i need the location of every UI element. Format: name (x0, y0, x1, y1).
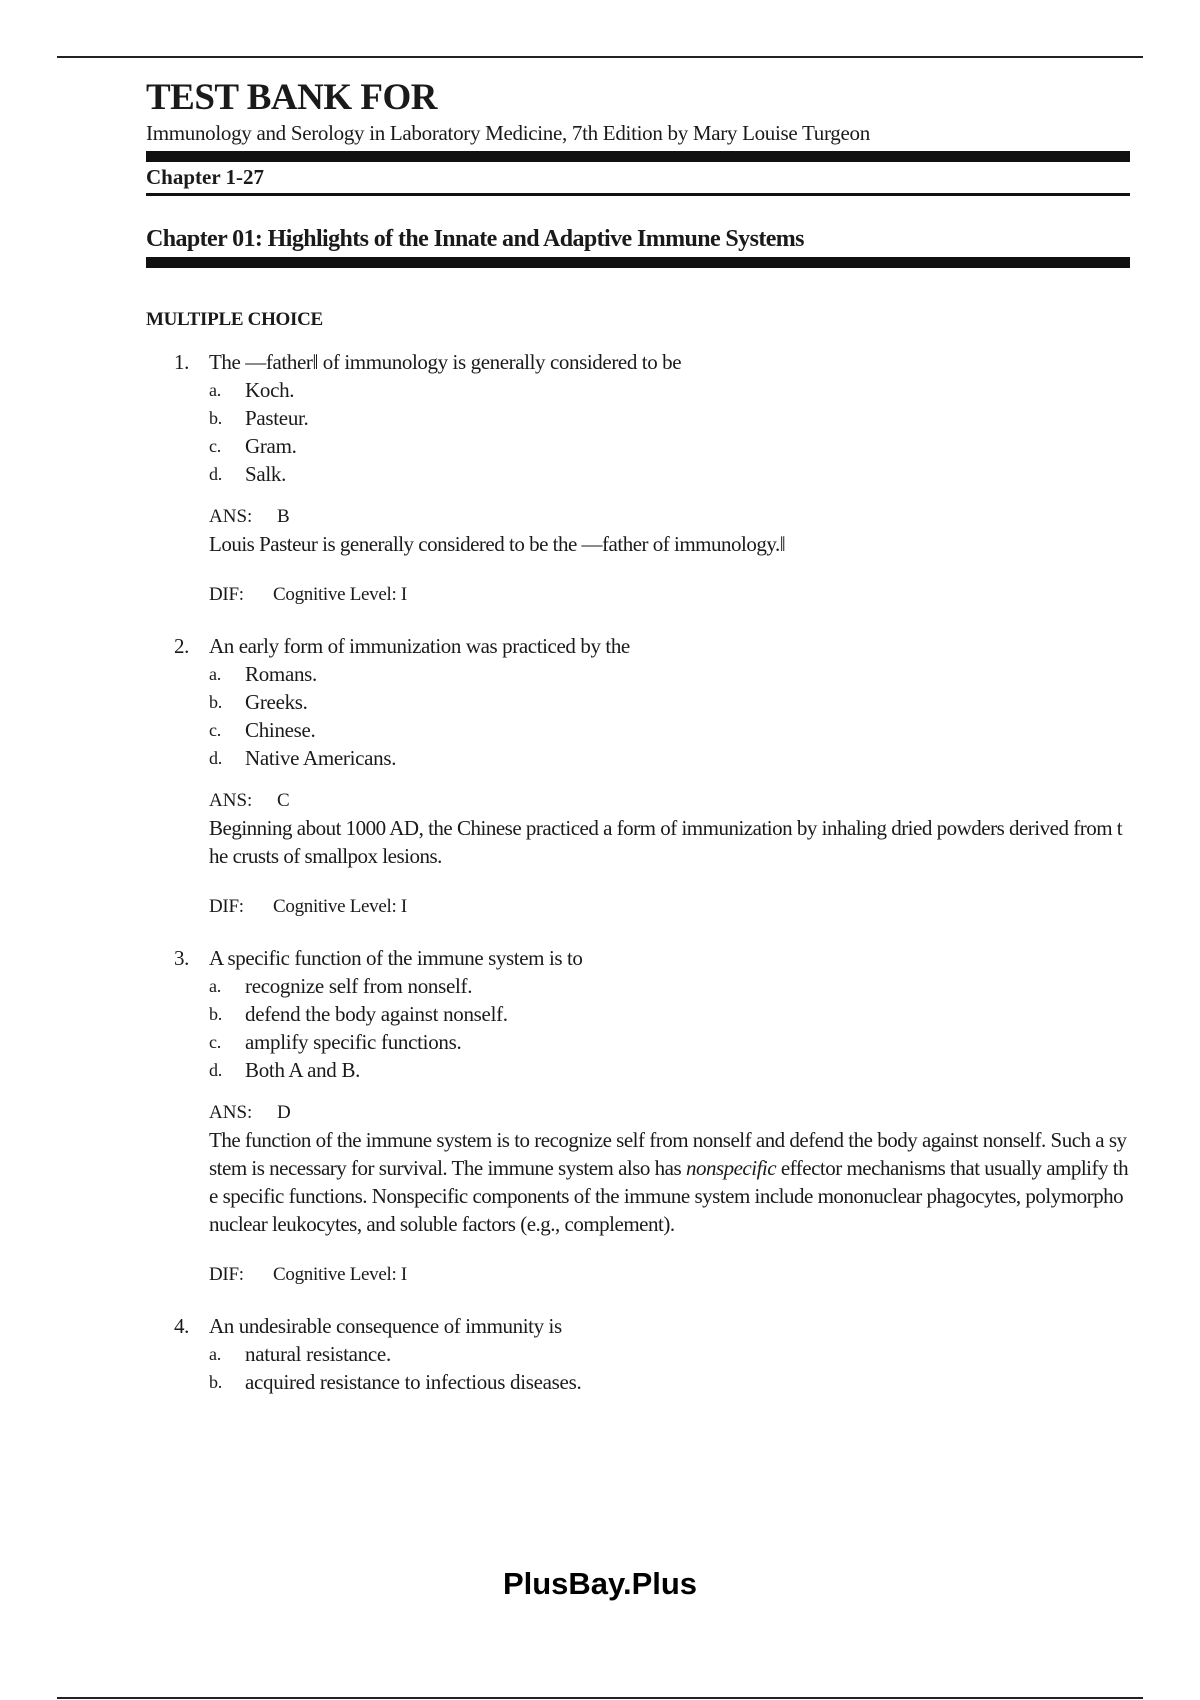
answer-rationale (209, 1126, 1129, 1238)
option-letter: c. (209, 1032, 221, 1052)
document-title: TEST BANK FOR (146, 77, 437, 118)
rationale-text-before: The function of the immune system is to recognize self from nonself and defend the body against nonself. Such a system is necessary for survival. The immune system also has (209, 1128, 1127, 1180)
option-a (209, 1340, 1130, 1368)
answer-options (146, 660, 1130, 772)
option-text: Both A and B. (245, 1058, 361, 1082)
question-number: 3. (174, 946, 189, 970)
section-heading: MULTIPLE CHOICE (146, 309, 323, 330)
answer-block (146, 788, 1130, 920)
difficulty-value: Cognitive Level: I (273, 896, 407, 917)
option-text: Native Americans. (245, 746, 397, 770)
option-text: recognize self from nonself. (245, 974, 473, 998)
option-text: Salk. (245, 462, 287, 486)
question-4 (146, 1312, 1130, 1396)
option-a (209, 972, 1130, 1000)
option-letter: b. (209, 1004, 222, 1024)
question-number: 1. (174, 350, 189, 374)
answer-options (146, 376, 1130, 488)
option-text: Pasteur. (245, 406, 309, 430)
question-stem (146, 944, 1130, 972)
answer-label: ANS: (209, 506, 253, 527)
option-text: Koch. (245, 378, 295, 402)
option-letter: d. (209, 464, 222, 484)
answer-line (209, 1100, 1130, 1126)
option-text: amplify specific functions. (245, 1030, 462, 1054)
chapter-thick-rule (146, 257, 1130, 268)
difficulty-label: DIF: (209, 896, 244, 917)
option-c (209, 432, 1130, 460)
answer-options (146, 1340, 1130, 1396)
option-a (209, 660, 1130, 688)
question-text: A specific function of the immune system is to (209, 946, 583, 970)
option-letter: b. (209, 1372, 222, 1392)
question-2 (146, 632, 1130, 920)
answer-line (209, 504, 1130, 530)
page-content (146, 76, 1130, 1396)
option-letter: b. (209, 408, 222, 428)
option-text: natural resistance. (245, 1342, 391, 1366)
option-d (209, 460, 1130, 488)
answer-value: B (277, 506, 290, 527)
answer-label: ANS: (209, 1102, 253, 1123)
difficulty-line (209, 1262, 1130, 1288)
answer-rationale: Louis Pasteur is generally considered to be the —father of immunology.‖ (209, 532, 786, 556)
difficulty-line (209, 894, 1130, 920)
answer-line (209, 788, 1130, 814)
difficulty-label: DIF: (209, 1264, 244, 1285)
answer-value: C (277, 790, 290, 811)
option-text: acquired resistance to infectious diseases. (245, 1370, 582, 1394)
option-text: Gram. (245, 434, 297, 458)
option-a (209, 376, 1130, 404)
top-page-rule (57, 56, 1143, 58)
question-1 (146, 348, 1130, 608)
option-d (209, 1056, 1130, 1084)
question-3 (146, 944, 1130, 1288)
bottom-page-rule (57, 1697, 1143, 1699)
option-c (209, 716, 1130, 744)
question-stem (146, 1312, 1130, 1340)
chapter-title: Chapter 01: Highlights of the Innate and Adaptive Immune Systems (146, 226, 804, 252)
option-letter: c. (209, 720, 221, 740)
question-list (146, 348, 1130, 1396)
option-letter: c. (209, 436, 221, 456)
footer-brand-watermark: PlusBay.Plus (502, 1566, 698, 1601)
option-text: defend the body against nonself. (245, 1002, 508, 1026)
option-b (209, 688, 1130, 716)
option-b (209, 1000, 1130, 1028)
option-letter: a. (209, 380, 221, 400)
header-thin-rule (146, 193, 1130, 196)
option-text: Greeks. (245, 690, 308, 714)
option-d (209, 744, 1130, 772)
book-subtitle: Immunology and Serology in Laboratory Medicine, 7th Edition by Mary Louise Turgeon (146, 121, 870, 145)
answer-block (146, 504, 1130, 608)
question-text: The —father‖ of immunology is generally considered to be (209, 350, 682, 374)
option-c (209, 1028, 1130, 1056)
option-letter: a. (209, 1344, 221, 1364)
question-text: An undesirable consequence of immunity is (209, 1314, 562, 1338)
answer-rationale: Beginning about 1000 AD, the Chinese practiced a form of immunization by inhaling dried powders derived from the crusts of smallpox lesions. (209, 816, 1123, 868)
option-letter: a. (209, 664, 221, 684)
question-stem (146, 348, 1130, 376)
option-letter: d. (209, 1060, 222, 1080)
answer-value: D (277, 1102, 291, 1123)
option-text: Romans. (245, 662, 317, 686)
header-thick-rule (146, 151, 1130, 162)
answer-block (146, 1100, 1130, 1288)
question-text: An early form of immunization was practiced by the (209, 634, 630, 658)
option-text: Chinese. (245, 718, 316, 742)
rationale-text-after: effector mechanisms that usually amplify the specific functions. Nonspecific components of the immune system include mononuclear phagocytes, polymorphonuclear leukocytes, and soluble factors (e.g., complement). (209, 1156, 1129, 1236)
difficulty-label: DIF: (209, 584, 244, 605)
chapter-range: Chapter 1-27 (146, 165, 265, 189)
difficulty-value: Cognitive Level: I (273, 1264, 407, 1285)
option-letter: a. (209, 976, 221, 996)
answer-options (146, 972, 1130, 1084)
difficulty-value: Cognitive Level: I (273, 584, 407, 605)
option-letter: b. (209, 692, 222, 712)
option-b (209, 404, 1130, 432)
answer-label: ANS: (209, 790, 253, 811)
question-number: 4. (174, 1314, 189, 1338)
question-stem (146, 632, 1130, 660)
question-number: 2. (174, 634, 189, 658)
rationale-emphasis: nonspecific (685, 1156, 777, 1180)
option-b (209, 1368, 1130, 1396)
difficulty-line (209, 582, 1130, 608)
option-letter: d. (209, 748, 222, 768)
